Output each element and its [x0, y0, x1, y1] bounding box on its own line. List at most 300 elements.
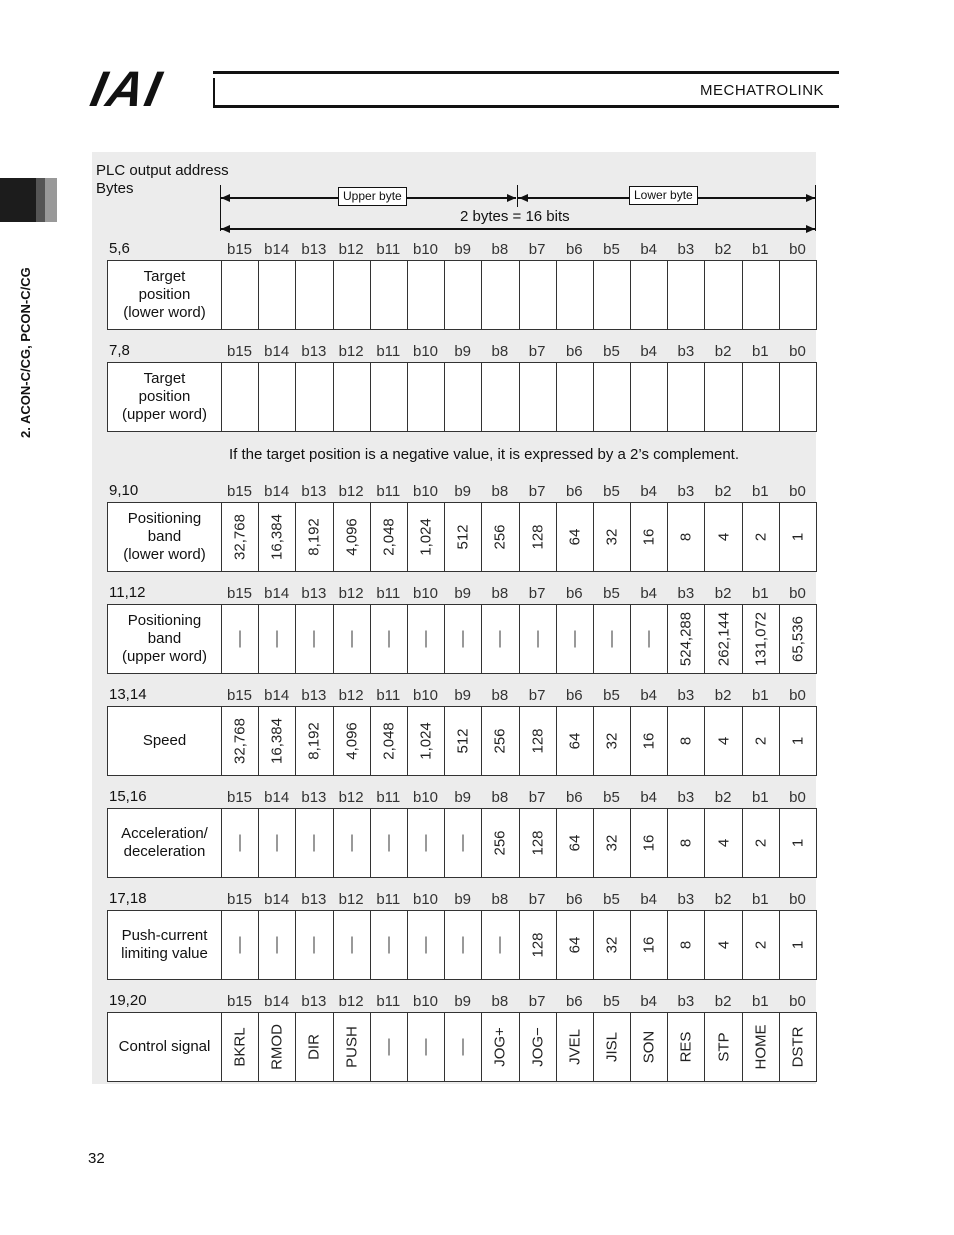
bit-label: b0: [789, 789, 806, 806]
bit-cell: [259, 605, 296, 673]
bit-cell: [780, 605, 816, 673]
bit-label: b11: [376, 483, 401, 500]
bit-cell: [296, 605, 333, 673]
bit-cell: [296, 1013, 333, 1081]
chapter-label: 2. ACON-C/CG, PCON-C/CG: [18, 267, 33, 438]
bit-value: 8,192: [305, 518, 323, 556]
bit-table-row: [107, 502, 817, 572]
bit-label: b15: [226, 343, 253, 360]
unused-bit-mark: [277, 937, 278, 954]
bit-label: b12: [338, 241, 364, 258]
bit-label: b13: [301, 891, 327, 908]
unused-bit-mark: [537, 631, 538, 648]
bit-value: 16,384: [268, 514, 286, 560]
bit-label: b2: [714, 585, 732, 602]
bit-value: 256: [491, 728, 509, 754]
bit-label: b12: [338, 585, 364, 602]
bit-label: b15: [226, 585, 253, 602]
bit-label: b4: [640, 687, 658, 704]
bit-cell: [557, 363, 594, 431]
unused-bit-mark: [463, 937, 464, 954]
unused-bit-mark: [240, 631, 241, 648]
bit-label: b10: [412, 789, 439, 806]
bit-cell: [259, 363, 296, 431]
bit-value: 4: [715, 940, 733, 950]
bit-table-row: [107, 1012, 817, 1082]
bit-label: b6: [565, 687, 583, 704]
bit-label: b13: [301, 993, 327, 1010]
bit-cell: [594, 363, 631, 431]
bit-value: 64: [566, 834, 584, 852]
bit-value: 512: [454, 728, 472, 754]
bit-cell: [780, 503, 816, 571]
company-logo: IAI: [86, 61, 168, 117]
bit-cell: [520, 911, 557, 979]
bit-cell: [482, 605, 519, 673]
unused-bit-mark: [351, 631, 352, 648]
bit-cell: [631, 605, 668, 673]
unused-bit-mark: [351, 835, 352, 852]
bit-value: 8,192: [305, 722, 323, 760]
bit-cell: [520, 261, 557, 329]
bit-label: b10: [412, 483, 439, 500]
bit-cell: [557, 605, 594, 673]
row-name: Target position (upper word): [108, 363, 222, 431]
bit-cell: [408, 911, 445, 979]
bit-value: PUSH: [343, 1026, 361, 1068]
bit-value: 8: [677, 736, 695, 746]
bit-cell: [780, 809, 816, 877]
lower-byte-label: Lower byte: [629, 186, 698, 205]
bit-cell: [259, 707, 296, 775]
bit-label: b8: [491, 343, 509, 360]
bit-cell: [334, 809, 371, 877]
bit-cell: [705, 261, 742, 329]
bit-label: b7: [528, 687, 546, 704]
unused-bit-mark: [500, 937, 501, 954]
bit-value: 1: [789, 532, 807, 542]
bit-value: 2,048: [380, 722, 398, 760]
bit-table-row: [107, 362, 817, 432]
bit-cell: [334, 911, 371, 979]
bit-table-row: [107, 260, 817, 330]
bit-cell: [743, 363, 780, 431]
bit-value: 2: [752, 940, 770, 950]
bit-value: 4: [715, 838, 733, 848]
unused-bit-mark: [611, 631, 612, 648]
bit-cell: [594, 605, 631, 673]
bit-label: b10: [412, 585, 439, 602]
bit-cell: [631, 503, 668, 571]
bit-cell: [259, 911, 296, 979]
bit-label: b12: [338, 343, 364, 360]
unused-bit-mark: [388, 835, 389, 852]
bit-label: b9: [454, 241, 472, 258]
bit-cell: [296, 363, 333, 431]
bit-value: JOG−: [529, 1027, 547, 1067]
bit-cell: [408, 363, 445, 431]
bit-label: b11: [376, 241, 401, 258]
bit-cell: [445, 809, 482, 877]
bit-value: 8: [677, 838, 695, 848]
bit-cell: [594, 1013, 631, 1081]
unused-bit-mark: [388, 937, 389, 954]
bit-value: STP: [715, 1032, 733, 1062]
unused-bit-mark: [463, 835, 464, 852]
bit-value: 2: [752, 838, 770, 848]
bit-cell: [222, 809, 259, 877]
bit-label: b2: [714, 241, 732, 258]
bit-value: 32: [603, 936, 621, 954]
bit-label: b3: [677, 891, 695, 908]
bit-cell: [594, 707, 631, 775]
bit-label: b14: [264, 891, 290, 908]
bit-value: JVEL: [566, 1029, 584, 1065]
bit-label: b9: [454, 343, 472, 360]
bit-cell: [222, 707, 259, 775]
bit-cell: [631, 911, 668, 979]
bit-cell: [222, 605, 259, 673]
bit-label: b10: [412, 891, 439, 908]
bit-cell: [705, 1013, 742, 1081]
bit-label: b9: [454, 585, 472, 602]
bit-value: JISL: [603, 1031, 621, 1063]
bit-cell: [705, 707, 742, 775]
bit-cell: [668, 911, 705, 979]
bit-value: 4,096: [343, 518, 361, 556]
bit-cell: [520, 809, 557, 877]
bit-label: b14: [264, 483, 290, 500]
bit-label: b7: [528, 241, 546, 258]
row-name: Positioning band (lower word): [108, 503, 222, 571]
bit-label: b1: [751, 241, 769, 258]
bit-value: 256: [491, 830, 509, 856]
bit-label: b13: [301, 483, 327, 500]
plc-output-address-label: PLC output address: [96, 162, 229, 179]
bit-cell: [445, 605, 482, 673]
bit-label: b6: [565, 343, 583, 360]
bit-label: b0: [789, 993, 806, 1010]
bit-label: b15: [226, 687, 253, 704]
bit-label: b14: [264, 789, 290, 806]
bit-label: b5: [603, 585, 620, 602]
bit-label: b3: [677, 343, 695, 360]
bit-value: HOME: [752, 1024, 770, 1070]
unused-bit-mark: [426, 631, 427, 648]
bit-label: b15: [226, 789, 253, 806]
bit-cell: [705, 911, 742, 979]
bit-label: b15: [226, 241, 253, 258]
bit-label: b15: [226, 891, 253, 908]
bit-label: b2: [714, 891, 732, 908]
bit-label: b9: [454, 789, 472, 806]
bit-cell: [520, 605, 557, 673]
bit-label: b8: [491, 241, 509, 258]
bit-label: b14: [264, 687, 290, 704]
bit-label: b4: [640, 241, 658, 258]
bit-label: b10: [412, 687, 439, 704]
bit-label: b8: [491, 585, 509, 602]
bit-cell: [557, 261, 594, 329]
bit-label: b6: [565, 993, 583, 1010]
bit-cell: [334, 261, 371, 329]
bit-label: b5: [603, 993, 620, 1010]
bit-cell: [371, 503, 408, 571]
bit-value: SON: [640, 1030, 658, 1064]
bit-label: b4: [640, 993, 658, 1010]
twos-complement-note: If the target position is a negative value, it is expressed by a 2’s complement.: [229, 446, 739, 463]
unused-bit-mark: [277, 631, 278, 648]
unused-bit-mark: [426, 1039, 427, 1056]
bit-label: b14: [264, 343, 290, 360]
bit-cell: [780, 911, 816, 979]
bit-label: b3: [677, 585, 695, 602]
bit-cell: [371, 261, 408, 329]
bit-cell: [705, 363, 742, 431]
bit-label: b2: [714, 789, 732, 806]
bit-value: 8: [677, 940, 695, 950]
bit-value: 128: [529, 932, 547, 958]
bit-label: b4: [640, 585, 658, 602]
bit-cell: [296, 707, 333, 775]
bit-value: 512: [454, 524, 472, 550]
bit-value: 128: [529, 728, 547, 754]
bit-value: 131,072: [752, 611, 770, 667]
bit-cell: [334, 363, 371, 431]
bit-cell: [594, 911, 631, 979]
bit-label: b13: [301, 687, 327, 704]
bit-cell: [668, 605, 705, 673]
unused-bit-mark: [388, 631, 389, 648]
bit-value: 2,048: [380, 518, 398, 556]
page-number: 32: [88, 1150, 105, 1167]
bit-value: JOG+: [491, 1027, 509, 1067]
bit-cell: [259, 503, 296, 571]
bit-cell: [371, 1013, 408, 1081]
bit-cell: [780, 707, 816, 775]
bit-label: b5: [603, 483, 620, 500]
bit-label: b10: [412, 241, 439, 258]
header-title: MECHATROLINK: [700, 82, 825, 99]
bit-cell: [296, 503, 333, 571]
unused-bit-mark: [574, 631, 575, 648]
bit-cell: [222, 1013, 259, 1081]
bit-label: b4: [640, 483, 658, 500]
bit-value: 128: [529, 830, 547, 856]
bit-label: b11: [376, 891, 401, 908]
bit-label: b11: [376, 585, 401, 602]
bit-label: b4: [640, 891, 658, 908]
bit-cell: [743, 605, 780, 673]
bit-label: b12: [338, 483, 364, 500]
bit-label: b5: [603, 343, 620, 360]
bit-label: b9: [454, 993, 472, 1010]
bit-value: BKRL: [231, 1027, 249, 1067]
bit-cell: [780, 1013, 816, 1081]
bit-cell: [334, 605, 371, 673]
bit-label: b6: [565, 891, 583, 908]
upper-byte-label: Upper byte: [338, 187, 407, 206]
bit-label: b2: [714, 483, 732, 500]
bit-label: b11: [376, 687, 401, 704]
row-address: 5,6: [109, 240, 130, 257]
bit-cell: [371, 707, 408, 775]
bit-label: b8: [491, 483, 509, 500]
bit-label: b12: [338, 789, 364, 806]
row-address: 7,8: [109, 342, 130, 359]
bit-label: b13: [301, 343, 327, 360]
bit-label: b11: [376, 343, 401, 360]
unused-bit-mark: [277, 835, 278, 852]
bit-cell: [557, 809, 594, 877]
bit-value: RMOD: [268, 1024, 286, 1070]
bit-label: b12: [338, 687, 364, 704]
bit-value: 262,144: [715, 611, 733, 667]
bit-cell: [408, 261, 445, 329]
bit-cell: [668, 363, 705, 431]
bit-label: b9: [454, 687, 472, 704]
bit-value: 8: [677, 532, 695, 542]
bit-cell: [296, 809, 333, 877]
bit-value: 64: [566, 936, 584, 954]
bit-cell: [705, 503, 742, 571]
bit-cell: [743, 503, 780, 571]
unused-bit-mark: [388, 1039, 389, 1056]
bit-cell: [668, 707, 705, 775]
bit-label: b8: [491, 993, 509, 1010]
bit-label: b6: [565, 585, 583, 602]
bit-cell: [222, 503, 259, 571]
bit-label: b5: [603, 891, 620, 908]
bit-cell: [520, 363, 557, 431]
row-name: Positioning band (upper word): [108, 605, 222, 673]
unused-bit-mark: [314, 835, 315, 852]
bit-cell: [594, 809, 631, 877]
bit-cell: [482, 503, 519, 571]
row-address: 11,12: [109, 584, 146, 601]
bit-cell: [408, 1013, 445, 1081]
bit-cell: [743, 261, 780, 329]
bit-value: RES: [677, 1031, 695, 1063]
row-address: 13,14: [109, 686, 147, 703]
bit-value: 256: [491, 524, 509, 550]
two-bytes-label: 2 bytes = 16 bits: [460, 208, 570, 225]
bit-table-row: [107, 808, 817, 878]
bit-label: b2: [714, 687, 732, 704]
bit-value: 32: [603, 732, 621, 750]
bit-label: b5: [603, 789, 620, 806]
bit-label: b8: [491, 687, 509, 704]
row-name: Control signal: [108, 1013, 222, 1081]
bit-cell: [743, 1013, 780, 1081]
bit-value: 16: [640, 834, 658, 852]
bit-label: b1: [751, 993, 769, 1010]
bit-label: b14: [264, 585, 290, 602]
bit-label: b14: [264, 241, 290, 258]
unused-bit-mark: [351, 937, 352, 954]
unused-bit-mark: [240, 937, 241, 954]
bit-cell: [705, 605, 742, 673]
bit-label: b4: [640, 789, 658, 806]
row-address: 19,20: [109, 992, 147, 1009]
bit-value: DIR: [305, 1034, 323, 1060]
row-name: Target position (lower word): [108, 261, 222, 329]
bit-cell: [557, 503, 594, 571]
bit-cell: [482, 707, 519, 775]
bit-cell: [631, 261, 668, 329]
bit-label: b1: [751, 789, 769, 806]
row-address: 17,18: [109, 890, 147, 907]
bit-value: 2: [752, 532, 770, 542]
bit-cell: [334, 1013, 371, 1081]
bit-label: b15: [226, 483, 253, 500]
bit-value: 4: [715, 532, 733, 542]
bit-cell: [520, 707, 557, 775]
bit-label: b12: [338, 993, 364, 1010]
bit-label: b9: [454, 483, 472, 500]
bit-label: b6: [565, 483, 583, 500]
bit-cell: [222, 261, 259, 329]
bit-value: 32: [603, 528, 621, 546]
bit-cell: [668, 503, 705, 571]
bit-table-row: [107, 604, 817, 674]
bit-label: b6: [565, 241, 583, 258]
bit-value: 128: [529, 524, 547, 550]
bit-label: b2: [714, 343, 732, 360]
bit-cell: [408, 503, 445, 571]
bit-cell: [631, 363, 668, 431]
bit-label: b15: [226, 993, 253, 1010]
bit-table-row: [107, 910, 817, 980]
unused-bit-mark: [240, 835, 241, 852]
bit-cell: [780, 363, 816, 431]
bit-value: 1: [789, 736, 807, 746]
bit-label: b3: [677, 687, 695, 704]
bit-label: b7: [528, 993, 546, 1010]
bit-cell: [371, 363, 408, 431]
bit-value: 32,768: [231, 718, 249, 764]
bit-cell: [631, 1013, 668, 1081]
bit-cell: [408, 605, 445, 673]
bit-label: b11: [376, 789, 401, 806]
unused-bit-mark: [463, 631, 464, 648]
bit-cell: [557, 707, 594, 775]
bit-table-row: [107, 706, 817, 776]
bit-label: b10: [412, 343, 439, 360]
bit-label: b5: [603, 241, 620, 258]
bit-value: 32,768: [231, 514, 249, 560]
bit-cell: [371, 911, 408, 979]
bit-value: 1: [789, 940, 807, 950]
bit-label: b0: [789, 687, 806, 704]
bit-value: 1: [789, 838, 807, 848]
bit-label: b0: [789, 483, 806, 500]
bit-label: b3: [677, 993, 695, 1010]
bit-label: b13: [301, 241, 327, 258]
bit-cell: [705, 809, 742, 877]
bit-cell: [631, 707, 668, 775]
row-address: 9,10: [109, 482, 139, 499]
bit-label: b1: [751, 343, 769, 360]
bit-label: b1: [751, 585, 769, 602]
bit-cell: [334, 503, 371, 571]
bit-cell: [482, 363, 519, 431]
bit-label: b14: [264, 993, 290, 1010]
bit-label: b4: [640, 343, 658, 360]
bit-value: 4: [715, 736, 733, 746]
bit-cell: [668, 261, 705, 329]
bit-cell: [296, 911, 333, 979]
